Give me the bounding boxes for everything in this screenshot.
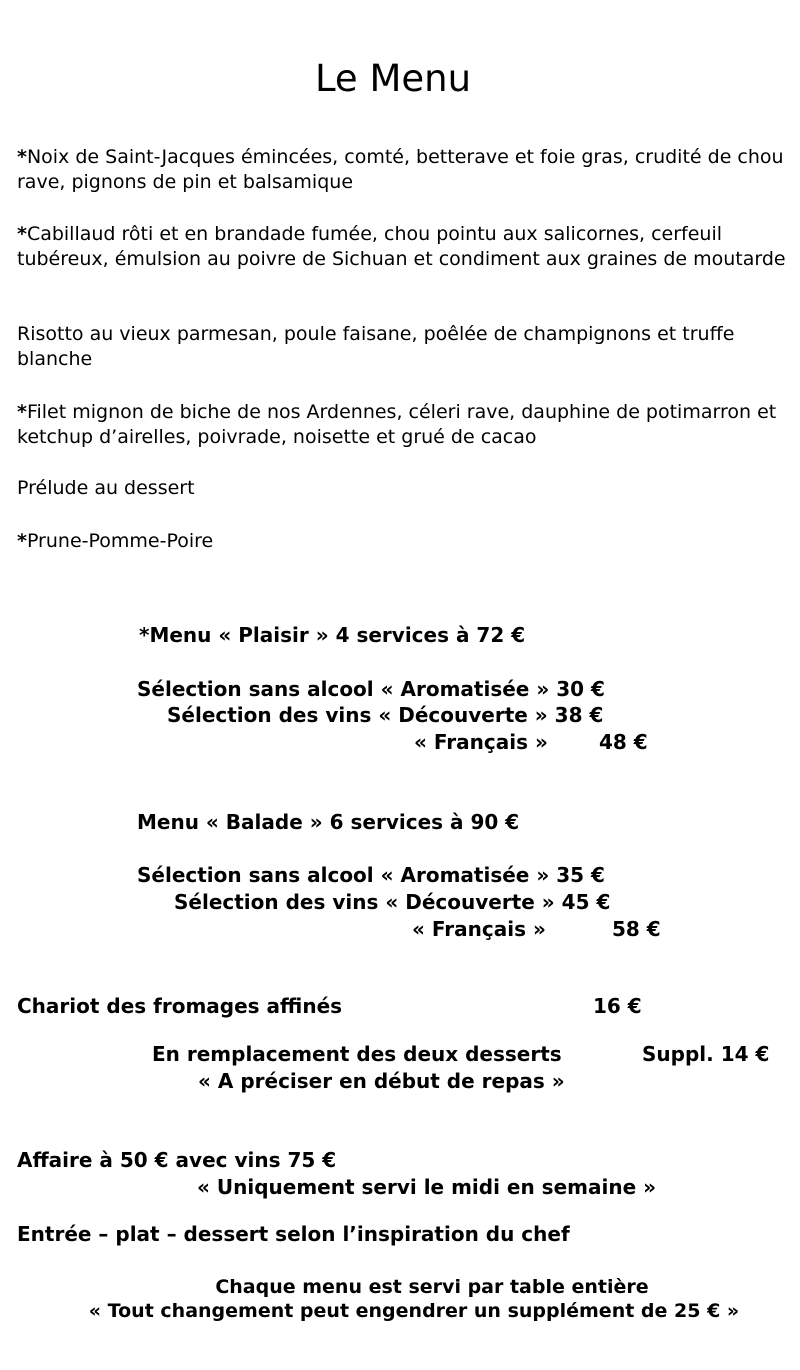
plaisir-sans-alcool: Sélection sans alcool « Aromatisée » 30 € bbox=[137, 677, 605, 701]
dish-text: Prune-Pomme-Poire bbox=[26, 530, 214, 552]
fromages-label: Chariot des fromages affinés bbox=[17, 994, 343, 1018]
page-title: Le Menu bbox=[314, 57, 472, 100]
balade-sans-alcool: Sélection sans alcool « Aromatisée » 35 € bbox=[137, 863, 605, 887]
dish-item bbox=[17, 145, 787, 195]
fromages-supplement: Suppl. 14 € bbox=[642, 1042, 770, 1066]
plaisir-vins-decouverte: Sélection des vins « Découverte » 38 € bbox=[167, 703, 604, 727]
fromages-replacement: En remplacement des deux desserts bbox=[152, 1042, 562, 1066]
signature-star: * bbox=[17, 146, 27, 168]
balade-vins-decouverte: Sélection des vins « Découverte » 45 € bbox=[174, 890, 611, 914]
balade-francais-label: « Français » bbox=[412, 917, 546, 941]
dish-item bbox=[17, 322, 787, 372]
dish-item bbox=[17, 222, 787, 272]
dish-item bbox=[17, 476, 787, 501]
plaisir-francais-price: 48 € bbox=[599, 730, 648, 754]
plaisir-francais-label: « Français » bbox=[414, 730, 548, 754]
dish-text: Cabillaud rôti et en brandade fumée, chou pointu aux salicornes, cerfeuil tubéreux, émulsion au poivre de Sichuan et condiment aux graines de moutarde bbox=[17, 223, 786, 270]
dish-text: Risotto au vieux parmesan, poule faisane, poêlée de champignons et truffe blanche bbox=[17, 323, 735, 370]
affaire-description: Entrée – plat – dessert selon l’inspiration du chef bbox=[17, 1222, 570, 1246]
fromages-price: 16 € bbox=[593, 994, 642, 1018]
signature-star: * bbox=[17, 530, 27, 552]
menu-plaisir-heading: *Menu « Plaisir » 4 services à 72 € bbox=[139, 623, 526, 647]
menu-balade-heading: Menu « Balade » 6 services à 90 € bbox=[137, 810, 520, 834]
affaire-note: « Uniquement servi le midi en semaine » bbox=[197, 1175, 657, 1199]
signature-star: * bbox=[17, 401, 27, 423]
dish-text: Prélude au dessert bbox=[17, 477, 195, 499]
dish-text: Filet mignon de biche de nos Ardennes, céleri rave, dauphine de potimarron et ketchup d’airelles, poivrade, noisette et grué de cacao bbox=[17, 401, 777, 448]
balade-francais-price: 58 € bbox=[612, 917, 661, 941]
affaire-heading: Affaire à 50 € avec vins 75 € bbox=[17, 1148, 337, 1172]
dish-text: Noix de Saint-Jacques émincées, comté, betterave et foie gras, crudité de chou rave, pignons de pin et balsamique bbox=[17, 146, 784, 193]
footer-line-1: Chaque menu est servi par table entière bbox=[215, 1276, 649, 1298]
signature-star: * bbox=[17, 223, 27, 245]
dish-item bbox=[17, 529, 787, 554]
fromages-note: « A préciser en début de repas » bbox=[198, 1069, 565, 1093]
footer-line-2: « Tout changement peut engendrer un supplément de 25 € » bbox=[88, 1300, 740, 1322]
dish-item bbox=[17, 400, 787, 450]
